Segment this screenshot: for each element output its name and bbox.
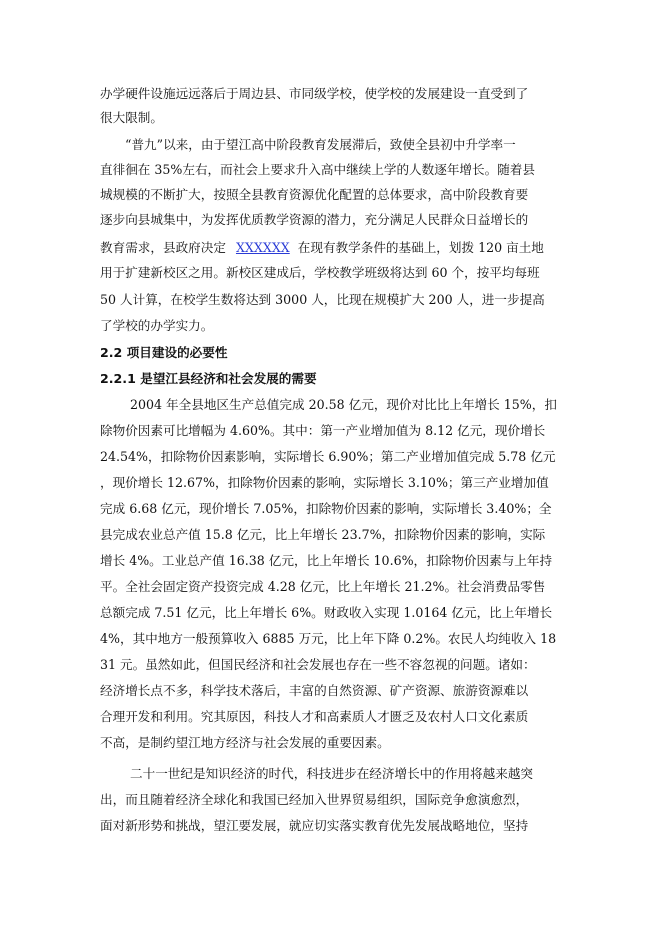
text-line: 31 元。虽然如此，但国民经济和社会发展也存在一些不容忽视的问题。诸如： (100, 657, 536, 672)
text-line: 直徘徊在 35%左右，而社会上要求升入高中继续上学的人数逐年增长。随着县 (100, 162, 535, 177)
text-line: 二十一世纪是知识经济的时代，科技进步在经济增长中的作用将越来越突 (130, 766, 533, 781)
text-line: 县完成农业总产值 15.8 亿元，比上年增长 23.7%，扣除物价因素的影响，实际 (100, 527, 546, 542)
text-line: 面对新形势和挑战，望江要发展，就应切实落实教育优先发展战略地位，坚持 (100, 818, 529, 833)
text-line: 完成 6.68 亿元，现价增长 7.05%，扣除物价因素的影响，实际增长 3.40%；全 (100, 501, 552, 516)
text-line: 4%，其中地方一般预算收入 6885 万元，比上年下降 0.2%。农民人均纯收入 18 (100, 631, 557, 646)
text-line: 24.54%，扣除物价因素影响，实际增长 6.90%；第二产业增加值完成 5.78 亿元 (100, 449, 556, 464)
xxxxxx-link[interactable]: XXXXXX (235, 240, 290, 255)
subsection-heading: 2.2.1 是望江县经济和社会发展的需要 (100, 371, 317, 386)
text-line: 用于扩建新校区之用。新校区建成后，学校教学班级将达到 60 个，按平均每班 (100, 265, 540, 280)
text-line: 逐步向县城集中，为发挥优质教学资源的潜力，充分满足人民群众日益增长的 (100, 212, 529, 227)
text-line: 不高，是制约望江地方经济与社会发展的重要因素。 (100, 735, 390, 750)
text-line: 经济增长点不多，科学技术落后，丰富的自然资源、矿产资源、旅游资源难以 (100, 683, 529, 698)
text-line: 办学硬件设施远远落后于周边县、市同级学校，使学校的发展建设一直受到了 (100, 86, 529, 101)
text-line: 平。全社会固定资产投资完成 4.28 亿元，比上年增长 21.2%。社会消费品零售 (100, 579, 546, 594)
text-line: “普九”以来，由于望江高中阶段教育发展滞后，致使全县初中升学率一 (125, 137, 516, 152)
text-line (100, 240, 565, 256)
text-segment: 在现有教学条件的基础上，划拨 120 亩土地 (297, 240, 544, 255)
text-line: 合理开发和利用。究其原因，科技人才和高素质人才匮乏及农村人口文化素质 (100, 709, 529, 724)
text-line: 增长 4%。工业总产值 16.38 亿元，比上年增长 10.6%，扣除物价因素与上年持 (100, 553, 553, 568)
section-heading: 2.2 项目建设的必要性 (100, 345, 228, 360)
text-line: 总额完成 7.51 亿元，比上年增长 6%。财政收入实现 1.0164 亿元，比上年增长 (100, 605, 553, 620)
text-line: 50 人计算，在校学生数将达到 3000 人，比现在规模扩大 200 人，进一步提高 (100, 292, 545, 307)
text-line: 了学校的办学实力。 (100, 318, 214, 333)
text-segment: 教育需求，县政府决定 (100, 240, 226, 255)
text-line: 很大限制。 (100, 110, 163, 125)
text-line: 出，而且随着经济全球化和我国已经加入世界贸易组织，国际竞争愈演愈烈， (100, 792, 529, 807)
text-line: 2004 年全县地区生产总值完成 20.58 亿元，现价对比比上年增长 15%，扣 (130, 397, 557, 412)
text-line: 城规模的不断扩大，按照全县教育资源优化配置的总体要求，高中阶段教育要 (100, 187, 529, 202)
text-line: 除物价因素可比增幅为 4.60%。其中：第一产业增加值为 8.12 亿元，现价增长 (100, 423, 546, 438)
text-line: ，现价增长 12.67%，扣除物价因素的影响，实际增长 3.10%；第三产业增加值 (100, 475, 549, 490)
